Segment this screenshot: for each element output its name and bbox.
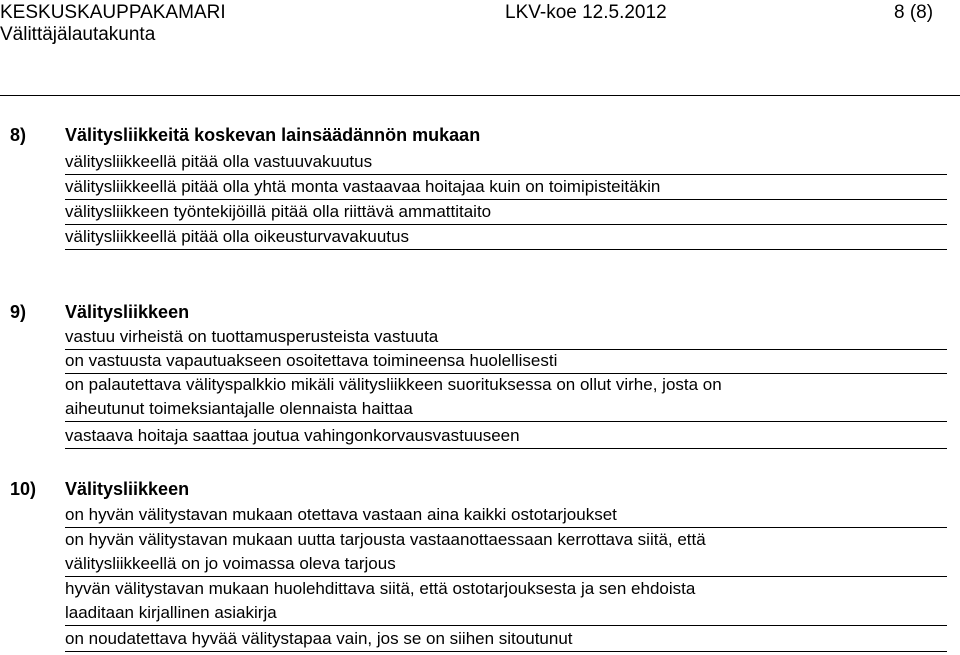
option-text: laaditaan kirjallinen asiakirja <box>65 603 277 622</box>
question-number: 10) <box>10 479 37 499</box>
option-text: vastuu virheistä on tuottamusperusteista vastuuta <box>65 327 439 346</box>
exam-title: LKV-koe 12.5.2012 <box>505 2 667 23</box>
option-text: aiheutunut toimeksiantajalle olennaista haittaa <box>65 399 413 418</box>
option-text: vastaava hoitaja saattaa joutua vahingonkorvausvastuuseen <box>65 426 520 445</box>
answer-option[interactable] <box>65 424 947 449</box>
option-text: on hyvän välitystavan mukaan uutta tarjousta vastaanottaessaan kerrottava siitä, että <box>65 530 706 549</box>
answer-option[interactable] <box>65 349 947 374</box>
option-text: välitysliikkeellä pitää olla vastuuvakuutus <box>65 152 373 171</box>
answer-option[interactable] <box>65 503 947 528</box>
option-text: on hyvän välitystavan mukaan otettava vastaan aina kaikki ostotarjoukset <box>65 505 617 524</box>
option-text: on palautettava välityspalkkio mikäli välitysliikkeen suorituksessa on ollut virhe, josta on <box>65 375 722 394</box>
option-text: välitysliikkeellä pitää olla oikeusturvavakuutus <box>65 227 409 246</box>
answer-option[interactable] <box>65 528 947 577</box>
header-divider <box>0 95 960 96</box>
page-number: 8 (8) <box>894 2 934 23</box>
organization-name: KESKUSKAUPPAKAMARI <box>0 2 226 23</box>
answer-option[interactable] <box>65 325 947 350</box>
committee-name: Välittäjälautakunta <box>0 24 156 45</box>
answer-option[interactable] <box>65 373 947 422</box>
answer-option[interactable] <box>65 150 947 175</box>
answer-option[interactable] <box>65 175 947 200</box>
question-text: Välitysliikkeen <box>65 302 190 322</box>
question-number: 8) <box>10 125 27 145</box>
page-header <box>0 0 960 98</box>
option-text: on noudatettava hyvää välitystapaa vain, jos se on siihen sitoutunut <box>65 629 573 648</box>
answer-option[interactable] <box>65 627 947 652</box>
question-text: Välitysliikkeitä koskevan lainsäädännön mukaan <box>65 125 481 145</box>
answer-option[interactable] <box>65 225 947 250</box>
question-number: 9) <box>10 302 27 322</box>
answer-option[interactable] <box>65 200 947 225</box>
option-text: hyvän välitystavan mukaan huolehdittava siitä, että ostotarjouksesta ja sen ehdoista <box>65 579 696 598</box>
answer-option[interactable] <box>65 577 947 626</box>
option-text: välitysliikkeellä on jo voimassa oleva tarjous <box>65 554 396 573</box>
question-text: Välitysliikkeen <box>65 479 190 499</box>
option-text: välitysliikkeellä pitää olla yhtä monta vastaavaa hoitajaa kuin on toimipisteitäkin <box>65 177 661 196</box>
option-text: välitysliikkeen työntekijöillä pitää olla riittävä ammattitaito <box>65 202 492 221</box>
option-text: on vastuusta vapautuakseen osoitettava toimineensa huolellisesti <box>65 351 558 370</box>
